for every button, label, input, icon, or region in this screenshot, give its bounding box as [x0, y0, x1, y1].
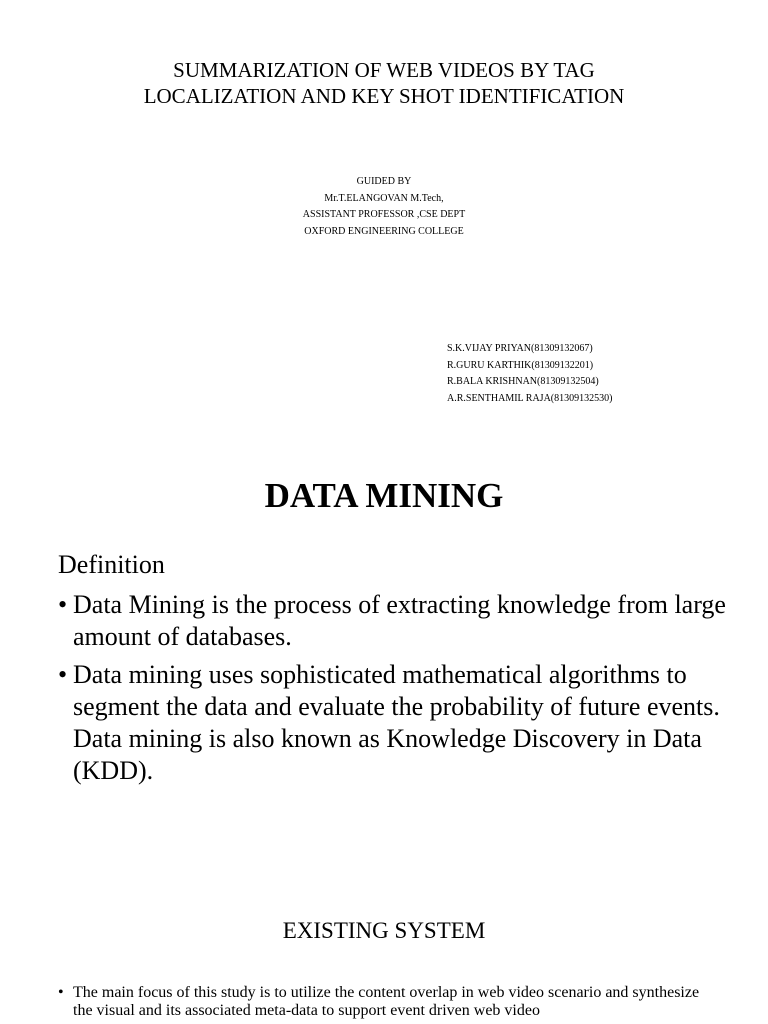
student-name: R.BALA KRISHNAN(81309132504)	[447, 376, 599, 387]
bullet-text: Data Mining is the process of extracting knowledge from large amount of databases.	[73, 590, 726, 651]
bullet-text: The main focus of this study is to utilize the content overlap in web video scenario and synthesize the visual and its associated meta-data to support event driven web video	[73, 984, 700, 1019]
guide-info	[0, 174, 768, 240]
section-heading-data-mining: DATA MINING	[264, 476, 504, 515]
list-item	[58, 589, 748, 653]
bullet-icon: •	[58, 984, 64, 1001]
guide-designation: ASSISTANT PROFESSOR ,CSE DEPT	[302, 209, 466, 220]
list-item	[58, 659, 748, 787]
student-name: R.GURU KARTHIK(81309132201)	[447, 359, 594, 371]
existing-system-bullet-list	[58, 984, 718, 1020]
definition-bullet-list	[58, 589, 748, 793]
section-heading-existing-system: EXISTING SYSTEM	[282, 918, 486, 943]
bullet-icon: •	[58, 660, 68, 689]
bullet-icon: •	[58, 590, 68, 619]
student-name: A.R.SENTHAMIL RAJA(81309132530)	[447, 392, 613, 404]
title-line-1: SUMMARIZATION OF WEB VIDEOS BY TAG	[173, 58, 595, 82]
document-title	[0, 57, 768, 109]
list-item	[58, 984, 718, 1020]
bullet-text: Data mining uses sophisticated mathematical algorithms to segment the data and evaluate the probability of future events. Data mining is also known as Knowledge Discovery in Data (KDD).	[73, 660, 720, 785]
guided-by-label: GUIDED BY	[356, 176, 412, 187]
guide-name: Mr.T.ELANGOVAN M.Tech,	[324, 192, 444, 204]
student-list	[447, 341, 747, 407]
definition-label: Definition	[58, 550, 165, 579]
title-line-2: LOCALIZATION AND KEY SHOT IDENTIFICATION	[143, 84, 625, 108]
guide-college: OXFORD ENGINEERING COLLEGE	[304, 225, 464, 237]
student-name: S.K.VIJAY PRIYAN(81309132067)	[447, 343, 593, 354]
